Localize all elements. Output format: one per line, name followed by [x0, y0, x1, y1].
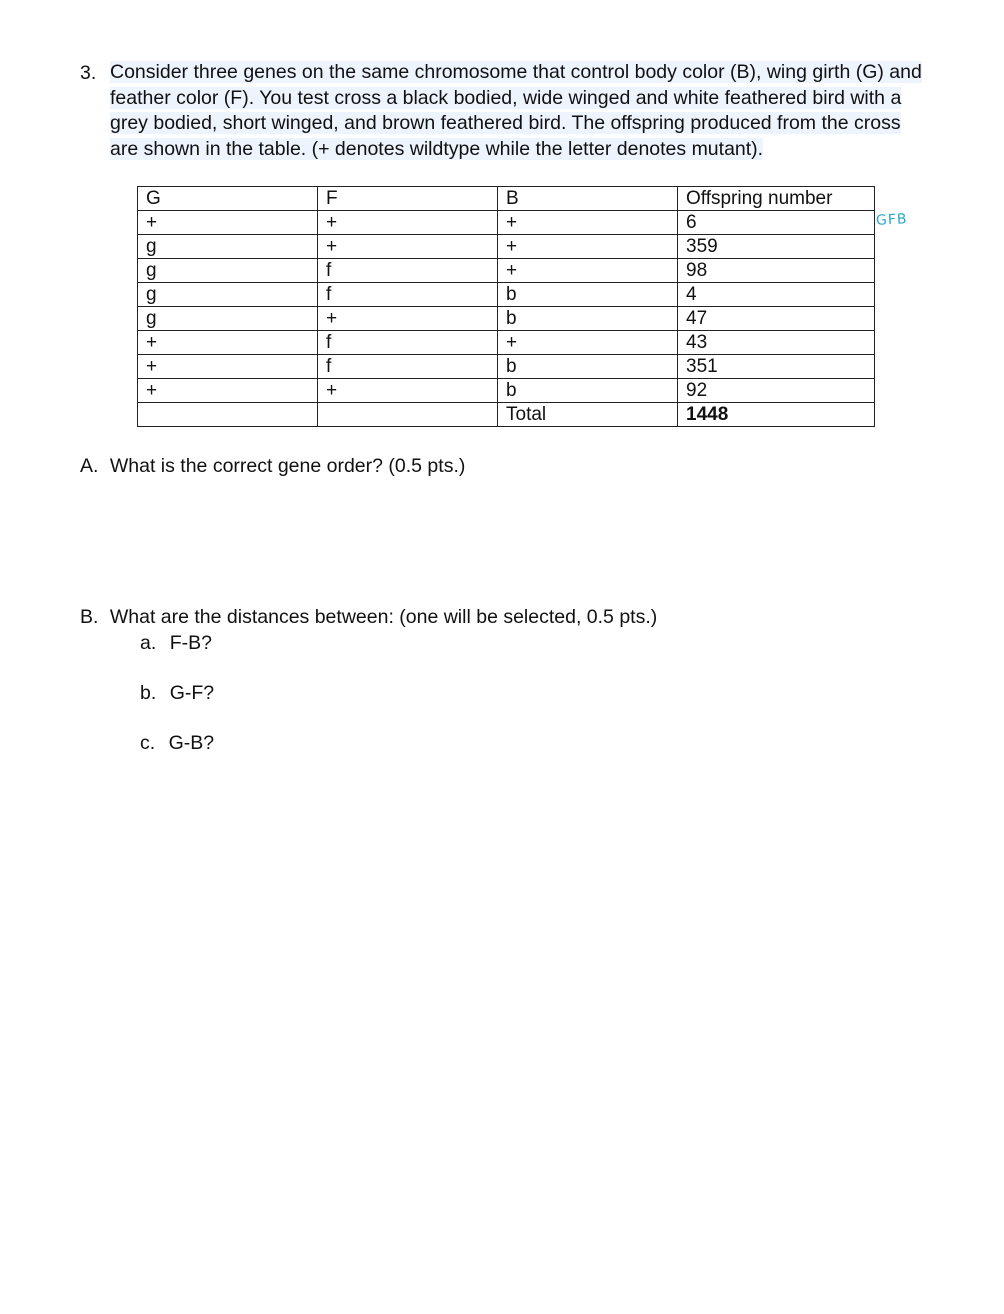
cell-b: b	[498, 283, 678, 307]
cell-count: 4	[678, 283, 875, 307]
cell-count: 351	[678, 355, 875, 379]
item-label: a.	[140, 632, 157, 654]
handwritten-annotation: GFB	[875, 211, 908, 229]
table-row	[138, 307, 875, 331]
table-row	[138, 235, 875, 259]
question-line: grey bodied, short winged, and brown feathered bird. The offspring produced from the cross	[110, 112, 901, 134]
cell-g: +	[138, 331, 318, 355]
cell-g: +	[138, 379, 318, 403]
header-b: B	[498, 187, 678, 211]
cell-f: f	[318, 355, 498, 379]
empty-cell	[318, 403, 498, 427]
cell-b: b	[498, 307, 678, 331]
header-offspring: Offspring number	[678, 187, 875, 211]
table-header-row	[138, 187, 875, 211]
item-label: b.	[140, 682, 157, 704]
item-text: G-F?	[169, 682, 215, 704]
cell-b: b	[498, 355, 678, 379]
cell-f: f	[318, 259, 498, 283]
cell-b: b	[498, 379, 678, 403]
question-line: are shown in the table. (+ denotes wildtype while the letter denotes mutant).	[110, 137, 764, 160]
cell-f: +	[318, 379, 498, 403]
cell-b: +	[498, 211, 678, 235]
offspring-table	[137, 186, 875, 427]
table-row	[138, 259, 875, 283]
part-b-text: What are the distances between: (one will be selected, 0.5 pts.)	[109, 606, 658, 628]
cell-g: g	[138, 259, 318, 283]
part-b-label: B.	[80, 606, 99, 628]
cell-g: g	[138, 307, 318, 331]
item-text: F-B?	[169, 632, 212, 654]
cell-b: +	[498, 259, 678, 283]
question-text	[110, 60, 960, 162]
cell-g: +	[138, 211, 318, 235]
table-row	[138, 379, 875, 403]
total-label: Total	[498, 403, 678, 427]
cell-f: +	[318, 211, 498, 235]
cell-f: +	[318, 235, 498, 259]
cell-count: 43	[678, 331, 875, 355]
total-value: 1448	[678, 403, 875, 427]
table-total-row	[138, 403, 875, 427]
part-a-label: A.	[80, 455, 99, 477]
cell-g: +	[138, 355, 318, 379]
cell-b: +	[498, 235, 678, 259]
part-a-text: What is the correct gene order? (0.5 pts.)	[109, 455, 466, 477]
cell-f: +	[318, 307, 498, 331]
part-a	[80, 455, 465, 478]
header-f: F	[318, 187, 498, 211]
table-row	[138, 283, 875, 307]
cell-f: f	[318, 331, 498, 355]
table-row	[138, 211, 875, 235]
cell-count: 6	[678, 211, 875, 235]
part-b-item-b	[140, 682, 214, 705]
cell-g: g	[138, 283, 318, 307]
cell-f: f	[318, 283, 498, 307]
header-g: G	[138, 187, 318, 211]
cell-count: 92	[678, 379, 875, 403]
cell-b: +	[498, 331, 678, 355]
cell-g: g	[138, 235, 318, 259]
item-label: c.	[140, 732, 156, 754]
part-b-item-a	[140, 632, 212, 655]
question-line: Consider three genes on the same chromosome that control body color (B), wing girth (G) and	[110, 61, 922, 83]
question-number: 3.	[80, 62, 97, 84]
empty-cell	[138, 403, 318, 427]
part-b	[80, 606, 657, 629]
table-row	[138, 355, 875, 379]
item-text: G-B?	[168, 732, 215, 754]
table-row	[138, 331, 875, 355]
question-line: feather color (F). You test cross a black bodied, wide winged and white feathered bird with a	[110, 86, 902, 109]
cell-count: 47	[678, 307, 875, 331]
part-b-item-c	[140, 732, 214, 755]
cell-count: 359	[678, 235, 875, 259]
cell-count: 98	[678, 259, 875, 283]
